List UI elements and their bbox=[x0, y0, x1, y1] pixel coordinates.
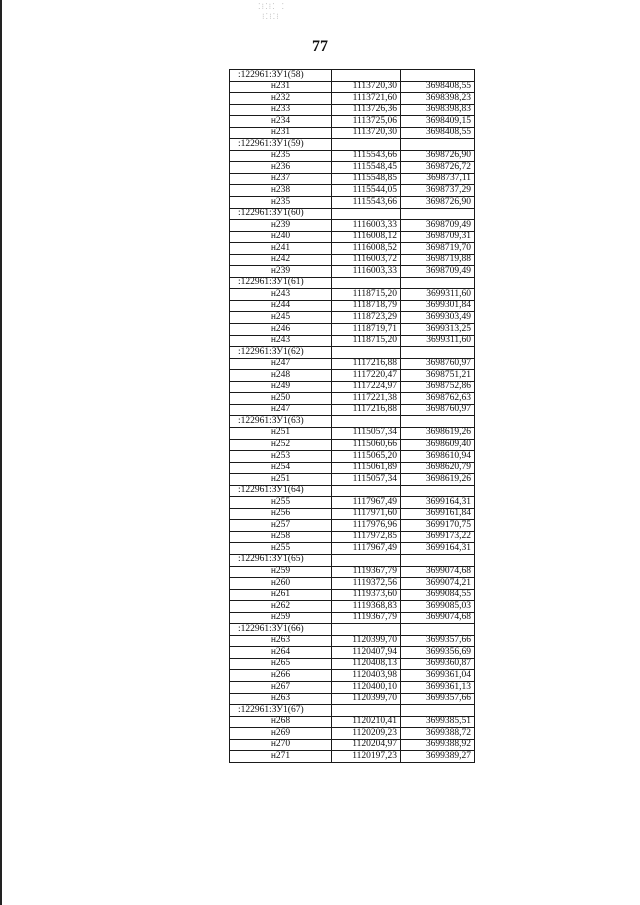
point-id-cell: н237 bbox=[230, 173, 332, 185]
x-coordinate-cell: 1120210,41 bbox=[332, 716, 401, 728]
point-id-cell: н245 bbox=[230, 312, 332, 324]
y-coordinate-cell: 3699356,69 bbox=[401, 647, 475, 659]
y-coordinate-cell: 3699361,13 bbox=[401, 681, 475, 693]
y-coordinate-cell bbox=[401, 139, 475, 151]
y-coordinate-cell: 3698760,97 bbox=[401, 404, 475, 416]
x-coordinate-cell bbox=[332, 347, 401, 359]
point-row bbox=[230, 693, 475, 705]
point-id-cell: н270 bbox=[230, 739, 332, 751]
x-coordinate-cell: 1113726,36 bbox=[332, 104, 401, 116]
point-row bbox=[230, 404, 475, 416]
y-coordinate-cell: 3699313,25 bbox=[401, 324, 475, 336]
y-coordinate-cell: 3699161,84 bbox=[401, 508, 475, 520]
point-row bbox=[230, 670, 475, 682]
parcel-header-row bbox=[230, 554, 475, 566]
x-coordinate-cell: 1118715,20 bbox=[332, 289, 401, 301]
point-row bbox=[230, 601, 475, 613]
y-coordinate-cell: 3698609,40 bbox=[401, 439, 475, 451]
y-coordinate-cell: 3699164,31 bbox=[401, 543, 475, 555]
point-row bbox=[230, 81, 475, 93]
point-row bbox=[230, 393, 475, 405]
point-id-cell: н257 bbox=[230, 520, 332, 532]
x-coordinate-cell: 1115543,66 bbox=[332, 197, 401, 209]
point-row bbox=[230, 462, 475, 474]
y-coordinate-cell: 3699388,92 bbox=[401, 739, 475, 751]
point-row bbox=[230, 716, 475, 728]
point-id-cell: н241 bbox=[230, 243, 332, 255]
y-coordinate-cell bbox=[401, 485, 475, 497]
y-coordinate-cell: 3699311,60 bbox=[401, 289, 475, 301]
parcel-header-row bbox=[230, 139, 475, 151]
x-coordinate-cell bbox=[332, 554, 401, 566]
y-coordinate-cell: 3698726,72 bbox=[401, 162, 475, 174]
x-coordinate-cell: 1120204,97 bbox=[332, 739, 401, 751]
scan-noise-mark: ⁝⁚⁝⁚⁝ bbox=[262, 12, 280, 21]
x-coordinate-cell: 1115543,66 bbox=[332, 150, 401, 162]
y-coordinate-cell: 3698752,86 bbox=[401, 381, 475, 393]
point-row bbox=[230, 254, 475, 266]
point-id-cell: н262 bbox=[230, 601, 332, 613]
point-id-cell: :122961:ЗУ1(61) bbox=[230, 277, 332, 289]
point-row bbox=[230, 578, 475, 590]
y-coordinate-cell: 3698619,26 bbox=[401, 427, 475, 439]
y-coordinate-cell: 3699388,72 bbox=[401, 728, 475, 740]
parcel-header-row bbox=[230, 70, 475, 82]
point-id-cell: н242 bbox=[230, 254, 332, 266]
x-coordinate-cell: 1119367,79 bbox=[332, 612, 401, 624]
point-row bbox=[230, 220, 475, 232]
point-row bbox=[230, 728, 475, 740]
point-row bbox=[230, 185, 475, 197]
y-coordinate-cell bbox=[401, 705, 475, 717]
point-row bbox=[230, 324, 475, 336]
point-id-cell: :122961:ЗУ1(62) bbox=[230, 347, 332, 359]
parcel-header-row bbox=[230, 416, 475, 428]
point-id-cell: н251 bbox=[230, 427, 332, 439]
y-coordinate-cell: 3698751,21 bbox=[401, 370, 475, 382]
x-coordinate-cell bbox=[332, 624, 401, 636]
x-coordinate-cell: 1119372,56 bbox=[332, 578, 401, 590]
x-coordinate-cell: 1120209,23 bbox=[332, 728, 401, 740]
x-coordinate-cell: 1120403,98 bbox=[332, 670, 401, 682]
point-id-cell: н269 bbox=[230, 728, 332, 740]
point-id-cell: н259 bbox=[230, 566, 332, 578]
x-coordinate-cell: 1117221,38 bbox=[332, 393, 401, 405]
parcel-header-row bbox=[230, 705, 475, 717]
x-coordinate-cell: 1120399,70 bbox=[332, 635, 401, 647]
point-row bbox=[230, 197, 475, 209]
point-id-cell: н250 bbox=[230, 393, 332, 405]
point-id-cell: н266 bbox=[230, 670, 332, 682]
point-id-cell: н239 bbox=[230, 266, 332, 278]
point-row bbox=[230, 635, 475, 647]
y-coordinate-cell bbox=[401, 70, 475, 82]
y-coordinate-cell bbox=[401, 554, 475, 566]
y-coordinate-cell: 3698762,63 bbox=[401, 393, 475, 405]
x-coordinate-cell: 1115065,20 bbox=[332, 451, 401, 463]
point-row bbox=[230, 531, 475, 543]
x-coordinate-cell: 1113721,60 bbox=[332, 93, 401, 105]
y-coordinate-cell: 3698719,88 bbox=[401, 254, 475, 266]
y-coordinate-cell: 3699085,03 bbox=[401, 601, 475, 613]
point-id-cell: н255 bbox=[230, 543, 332, 555]
point-id-cell: н247 bbox=[230, 358, 332, 370]
point-row bbox=[230, 231, 475, 243]
x-coordinate-cell: 1117967,49 bbox=[332, 543, 401, 555]
x-coordinate-cell: 1115061,89 bbox=[332, 462, 401, 474]
y-coordinate-cell: 3699074,21 bbox=[401, 578, 475, 590]
y-coordinate-cell: 3699074,68 bbox=[401, 566, 475, 578]
x-coordinate-cell: 1119367,79 bbox=[332, 566, 401, 578]
point-row bbox=[230, 289, 475, 301]
point-row bbox=[230, 381, 475, 393]
x-coordinate-cell: 1116008,52 bbox=[332, 243, 401, 255]
point-id-cell: н232 bbox=[230, 93, 332, 105]
point-id-cell: н265 bbox=[230, 658, 332, 670]
point-id-cell: н247 bbox=[230, 404, 332, 416]
point-row bbox=[230, 370, 475, 382]
x-coordinate-cell: 1115544,05 bbox=[332, 185, 401, 197]
y-coordinate-cell: 3698737,29 bbox=[401, 185, 475, 197]
x-coordinate-cell: 1116003,33 bbox=[332, 220, 401, 232]
point-id-cell: н267 bbox=[230, 681, 332, 693]
x-coordinate-cell: 1120407,94 bbox=[332, 647, 401, 659]
x-coordinate-cell: 1120408,13 bbox=[332, 658, 401, 670]
parcel-header-row bbox=[230, 624, 475, 636]
y-coordinate-cell bbox=[401, 624, 475, 636]
point-row bbox=[230, 589, 475, 601]
point-row bbox=[230, 647, 475, 659]
point-id-cell: :122961:ЗУ1(59) bbox=[230, 139, 332, 151]
y-coordinate-cell: 3698709,49 bbox=[401, 220, 475, 232]
point-id-cell: н239 bbox=[230, 220, 332, 232]
x-coordinate-cell: 1115548,45 bbox=[332, 162, 401, 174]
point-id-cell: н249 bbox=[230, 381, 332, 393]
point-id-cell: :122961:ЗУ1(66) bbox=[230, 624, 332, 636]
x-coordinate-cell bbox=[332, 208, 401, 220]
point-id-cell: н256 bbox=[230, 508, 332, 520]
point-id-cell: н243 bbox=[230, 289, 332, 301]
y-coordinate-cell: 3699084,55 bbox=[401, 589, 475, 601]
x-coordinate-cell: 1113720,30 bbox=[332, 127, 401, 139]
y-coordinate-cell: 3699357,66 bbox=[401, 693, 475, 705]
point-row bbox=[230, 243, 475, 255]
point-id-cell: :122961:ЗУ1(58) bbox=[230, 70, 332, 82]
scan-left-edge bbox=[0, 0, 2, 905]
y-coordinate-cell: 3698709,49 bbox=[401, 266, 475, 278]
y-coordinate-cell: 3698408,55 bbox=[401, 127, 475, 139]
point-row bbox=[230, 427, 475, 439]
x-coordinate-cell: 1116008,12 bbox=[332, 231, 401, 243]
y-coordinate-cell: 3698409,15 bbox=[401, 116, 475, 128]
point-row bbox=[230, 358, 475, 370]
point-id-cell: н263 bbox=[230, 635, 332, 647]
x-coordinate-cell bbox=[332, 705, 401, 717]
point-row bbox=[230, 300, 475, 312]
y-coordinate-cell: 3699303,49 bbox=[401, 312, 475, 324]
y-coordinate-cell: 3698408,55 bbox=[401, 81, 475, 93]
point-row bbox=[230, 335, 475, 347]
y-coordinate-cell: 3699170,75 bbox=[401, 520, 475, 532]
y-coordinate-cell: 3699311,60 bbox=[401, 335, 475, 347]
x-coordinate-cell: 1119373,60 bbox=[332, 589, 401, 601]
point-id-cell: н263 bbox=[230, 693, 332, 705]
point-id-cell: :122961:ЗУ1(67) bbox=[230, 705, 332, 717]
point-id-cell: н253 bbox=[230, 451, 332, 463]
y-coordinate-cell: 3699173,22 bbox=[401, 531, 475, 543]
point-id-cell: н233 bbox=[230, 104, 332, 116]
point-id-cell: н231 bbox=[230, 81, 332, 93]
point-row bbox=[230, 266, 475, 278]
y-coordinate-cell bbox=[401, 277, 475, 289]
y-coordinate-cell: 3699074,68 bbox=[401, 612, 475, 624]
x-coordinate-cell: 1119368,83 bbox=[332, 601, 401, 613]
x-coordinate-cell: 1120400,10 bbox=[332, 681, 401, 693]
point-id-cell: н235 bbox=[230, 197, 332, 209]
point-row bbox=[230, 543, 475, 555]
point-row bbox=[230, 739, 475, 751]
point-id-cell: н234 bbox=[230, 116, 332, 128]
x-coordinate-cell: 1116003,72 bbox=[332, 254, 401, 266]
point-id-cell: :122961:ЗУ1(63) bbox=[230, 416, 332, 428]
parcel-header-row bbox=[230, 485, 475, 497]
point-id-cell: н264 bbox=[230, 647, 332, 659]
x-coordinate-cell: 1117967,49 bbox=[332, 497, 401, 509]
x-coordinate-cell bbox=[332, 277, 401, 289]
y-coordinate-cell: 3698760,97 bbox=[401, 358, 475, 370]
x-coordinate-cell: 1118715,20 bbox=[332, 335, 401, 347]
point-row bbox=[230, 104, 475, 116]
coordinates-table bbox=[229, 69, 475, 763]
point-id-cell: :122961:ЗУ1(65) bbox=[230, 554, 332, 566]
y-coordinate-cell: 3698709,31 bbox=[401, 231, 475, 243]
point-id-cell: н260 bbox=[230, 578, 332, 590]
y-coordinate-cell: 3698719,70 bbox=[401, 243, 475, 255]
y-coordinate-cell: 3698737,11 bbox=[401, 173, 475, 185]
scan-noise-mark: ⁚⁝⁚⁝⁚ ⁚ bbox=[258, 2, 286, 11]
point-row bbox=[230, 566, 475, 578]
point-id-cell: н244 bbox=[230, 300, 332, 312]
point-row bbox=[230, 497, 475, 509]
y-coordinate-cell: 3699361,04 bbox=[401, 670, 475, 682]
point-row bbox=[230, 162, 475, 174]
page-number: 77 bbox=[312, 38, 328, 55]
point-id-cell: н259 bbox=[230, 612, 332, 624]
x-coordinate-cell: 1117971,60 bbox=[332, 508, 401, 520]
x-coordinate-cell bbox=[332, 416, 401, 428]
x-coordinate-cell: 1117972,85 bbox=[332, 531, 401, 543]
point-row bbox=[230, 520, 475, 532]
x-coordinate-cell: 1115057,34 bbox=[332, 474, 401, 486]
x-coordinate-cell: 1118723,29 bbox=[332, 312, 401, 324]
x-coordinate-cell: 1113725,06 bbox=[332, 116, 401, 128]
y-coordinate-cell: 3699301,84 bbox=[401, 300, 475, 312]
point-id-cell: н271 bbox=[230, 751, 332, 763]
point-row bbox=[230, 451, 475, 463]
point-id-cell: :122961:ЗУ1(64) bbox=[230, 485, 332, 497]
x-coordinate-cell: 1120399,70 bbox=[332, 693, 401, 705]
point-id-cell: :122961:ЗУ1(60) bbox=[230, 208, 332, 220]
point-id-cell: н238 bbox=[230, 185, 332, 197]
point-row bbox=[230, 312, 475, 324]
x-coordinate-cell: 1117976,96 bbox=[332, 520, 401, 532]
point-row bbox=[230, 658, 475, 670]
y-coordinate-cell: 3698726,90 bbox=[401, 197, 475, 209]
x-coordinate-cell: 1117216,88 bbox=[332, 358, 401, 370]
x-coordinate-cell bbox=[332, 70, 401, 82]
point-row bbox=[230, 612, 475, 624]
y-coordinate-cell bbox=[401, 347, 475, 359]
x-coordinate-cell: 1118719,71 bbox=[332, 324, 401, 336]
point-id-cell: н251 bbox=[230, 474, 332, 486]
y-coordinate-cell: 3698726,90 bbox=[401, 150, 475, 162]
point-row bbox=[230, 127, 475, 139]
point-id-cell: н246 bbox=[230, 324, 332, 336]
x-coordinate-cell: 1113720,30 bbox=[332, 81, 401, 93]
point-id-cell: н261 bbox=[230, 589, 332, 601]
y-coordinate-cell: 3698398,83 bbox=[401, 104, 475, 116]
x-coordinate-cell: 1120197,23 bbox=[332, 751, 401, 763]
y-coordinate-cell: 3699357,66 bbox=[401, 635, 475, 647]
y-coordinate-cell: 3699389,27 bbox=[401, 751, 475, 763]
point-id-cell: н243 bbox=[230, 335, 332, 347]
y-coordinate-cell bbox=[401, 208, 475, 220]
x-coordinate-cell: 1115057,34 bbox=[332, 427, 401, 439]
point-row bbox=[230, 93, 475, 105]
x-coordinate-cell: 1118718,79 bbox=[332, 300, 401, 312]
point-row bbox=[230, 681, 475, 693]
x-coordinate-cell: 1115060,66 bbox=[332, 439, 401, 451]
point-id-cell: н252 bbox=[230, 439, 332, 451]
x-coordinate-cell: 1117216,88 bbox=[332, 404, 401, 416]
point-row bbox=[230, 508, 475, 520]
x-coordinate-cell: 1117220,47 bbox=[332, 370, 401, 382]
point-id-cell: н254 bbox=[230, 462, 332, 474]
point-id-cell: н231 bbox=[230, 127, 332, 139]
x-coordinate-cell: 1116003,33 bbox=[332, 266, 401, 278]
parcel-header-row bbox=[230, 347, 475, 359]
point-row bbox=[230, 173, 475, 185]
point-id-cell: н240 bbox=[230, 231, 332, 243]
y-coordinate-cell bbox=[401, 416, 475, 428]
x-coordinate-cell: 1115548,85 bbox=[332, 173, 401, 185]
y-coordinate-cell: 3699385,51 bbox=[401, 716, 475, 728]
y-coordinate-cell: 3698610,94 bbox=[401, 451, 475, 463]
point-id-cell: н235 bbox=[230, 150, 332, 162]
point-id-cell: н255 bbox=[230, 497, 332, 509]
parcel-header-row bbox=[230, 208, 475, 220]
point-row bbox=[230, 751, 475, 763]
point-id-cell: н248 bbox=[230, 370, 332, 382]
x-coordinate-cell bbox=[332, 485, 401, 497]
y-coordinate-cell: 3699360,87 bbox=[401, 658, 475, 670]
coordinates-table-body bbox=[230, 70, 475, 763]
point-id-cell: н258 bbox=[230, 531, 332, 543]
y-coordinate-cell: 3698398,23 bbox=[401, 93, 475, 105]
parcel-header-row bbox=[230, 277, 475, 289]
point-row bbox=[230, 150, 475, 162]
x-coordinate-cell: 1117224,97 bbox=[332, 381, 401, 393]
point-row bbox=[230, 474, 475, 486]
point-id-cell: н268 bbox=[230, 716, 332, 728]
y-coordinate-cell: 3698620,79 bbox=[401, 462, 475, 474]
point-id-cell: н236 bbox=[230, 162, 332, 174]
y-coordinate-cell: 3699164,31 bbox=[401, 497, 475, 509]
point-row bbox=[230, 439, 475, 451]
x-coordinate-cell bbox=[332, 139, 401, 151]
point-row bbox=[230, 116, 475, 128]
y-coordinate-cell: 3698619,26 bbox=[401, 474, 475, 486]
